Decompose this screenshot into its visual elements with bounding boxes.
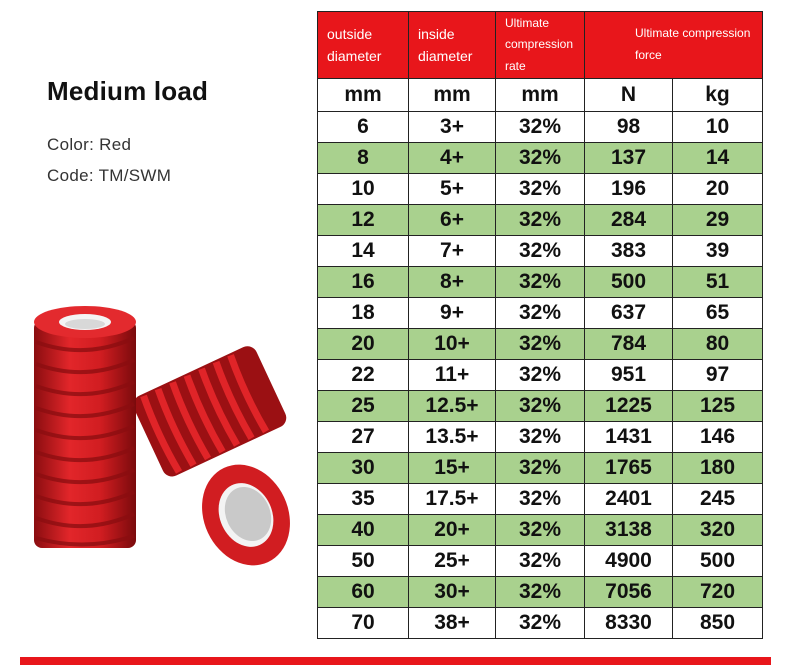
table-cell: 15+ [409,453,496,484]
table-cell: 146 [673,422,763,453]
table-cell: 27 [318,422,409,453]
table-cell: 5+ [409,174,496,205]
table-cell: 22 [318,360,409,391]
table-cell: 12.5+ [409,391,496,422]
table-cell: 12 [318,205,409,236]
unit-cell: mm [318,79,409,112]
table-cell: 18 [318,298,409,329]
table-cell: 4900 [585,546,673,577]
table-row [318,174,763,205]
table-cell: 784 [585,329,673,360]
table-cell: 850 [673,608,763,639]
table-cell: 70 [318,608,409,639]
table-cell: 8+ [409,267,496,298]
table-cell: 500 [585,267,673,298]
table-cell: 10 [673,112,763,143]
table-cell: 97 [673,360,763,391]
table-cell: 720 [673,577,763,608]
table-cell: 14 [673,143,763,174]
table-row [318,391,763,422]
table-cell: 1431 [585,422,673,453]
table-cell: 125 [673,391,763,422]
table-cell: 30 [318,453,409,484]
table-row [318,484,763,515]
table-cell: 32% [496,112,585,143]
footer-red-bar [20,657,771,665]
table-cell: 50 [318,546,409,577]
table-cell: 4+ [409,143,496,174]
table-cell: 35 [318,484,409,515]
table-header-row [318,12,763,79]
table-cell: 32% [496,608,585,639]
table-cell: 32% [496,298,585,329]
table-cell: 17.5+ [409,484,496,515]
table-row [318,298,763,329]
table-row [318,608,763,639]
table-cell: 3+ [409,112,496,143]
table-cell: 32% [496,143,585,174]
table-row [318,112,763,143]
table-cell: 32% [496,174,585,205]
color-label: Color: Red [47,135,132,154]
table-cell: 10+ [409,329,496,360]
table-cell: 20 [673,174,763,205]
table-cell: 500 [673,546,763,577]
table-cell: 3138 [585,515,673,546]
table-row [318,453,763,484]
table-cell: 137 [585,143,673,174]
table-cell: 20+ [409,515,496,546]
table-row [318,236,763,267]
table-cell: 14 [318,236,409,267]
table-cell: 25+ [409,546,496,577]
table-cell: 320 [673,515,763,546]
unit-cell: kg [673,79,763,112]
spring-product-image [20,290,300,580]
table-cell: 60 [318,577,409,608]
table-cell: 32% [496,391,585,422]
table-cell: 39 [673,236,763,267]
table-cell: 6 [318,112,409,143]
table-cell: 2401 [585,484,673,515]
table-cell: 32% [496,329,585,360]
table-cell: 98 [585,112,673,143]
table-cell: 9+ [409,298,496,329]
table-row [318,515,763,546]
table-cell: 32% [496,453,585,484]
table-cell: 8330 [585,608,673,639]
table-cell: 65 [673,298,763,329]
table-cell: 196 [585,174,673,205]
table-cell: 7+ [409,236,496,267]
table-row [318,205,763,236]
table-cell: 80 [673,329,763,360]
table-cell: 38+ [409,608,496,639]
table-cell: 951 [585,360,673,391]
page-title: Medium load [47,76,209,106]
table-cell: 11+ [409,360,496,391]
table-cell: 32% [496,546,585,577]
header-outside-diameter: outside diameter [318,12,409,79]
table-row [318,267,763,298]
unit-cell: mm [409,79,496,112]
header-compression-force: Ultimate compression force [585,12,763,79]
table-cell: 40 [318,515,409,546]
table-cell: 51 [673,267,763,298]
table-cell: 1225 [585,391,673,422]
table-cell: 16 [318,267,409,298]
table-cell: 10 [318,174,409,205]
table-cell: 29 [673,205,763,236]
spring-spec-table [317,11,763,639]
table-cell: 20 [318,329,409,360]
table-cell: 1765 [585,453,673,484]
table-row [318,360,763,391]
table-cell: 8 [318,143,409,174]
table-cell: 32% [496,267,585,298]
table-cell: 30+ [409,577,496,608]
table-cell: 32% [496,484,585,515]
table-cell: 383 [585,236,673,267]
table-cell: 32% [496,360,585,391]
table-row [318,143,763,174]
table-row [318,546,763,577]
table-cell: 13.5+ [409,422,496,453]
table-cell: 245 [673,484,763,515]
header-compression-rate: Ultimate compression rate [496,12,585,79]
code-label: Code: TM/SWM [47,166,172,185]
table-cell: 32% [496,515,585,546]
table-row [318,329,763,360]
table-cell: 32% [496,422,585,453]
table-cell: 25 [318,391,409,422]
table-cell: 637 [585,298,673,329]
table-cell: 32% [496,236,585,267]
table-cell: 284 [585,205,673,236]
unit-cell: N [585,79,673,112]
header-inside-diameter: inside diameter [409,12,496,79]
table-cell: 32% [496,577,585,608]
table-row [318,422,763,453]
unit-cell: mm [496,79,585,112]
table-cell: 180 [673,453,763,484]
table-row [318,577,763,608]
table-cell: 6+ [409,205,496,236]
table-cell: 32% [496,205,585,236]
table-units-row [318,79,763,112]
table-cell: 7056 [585,577,673,608]
